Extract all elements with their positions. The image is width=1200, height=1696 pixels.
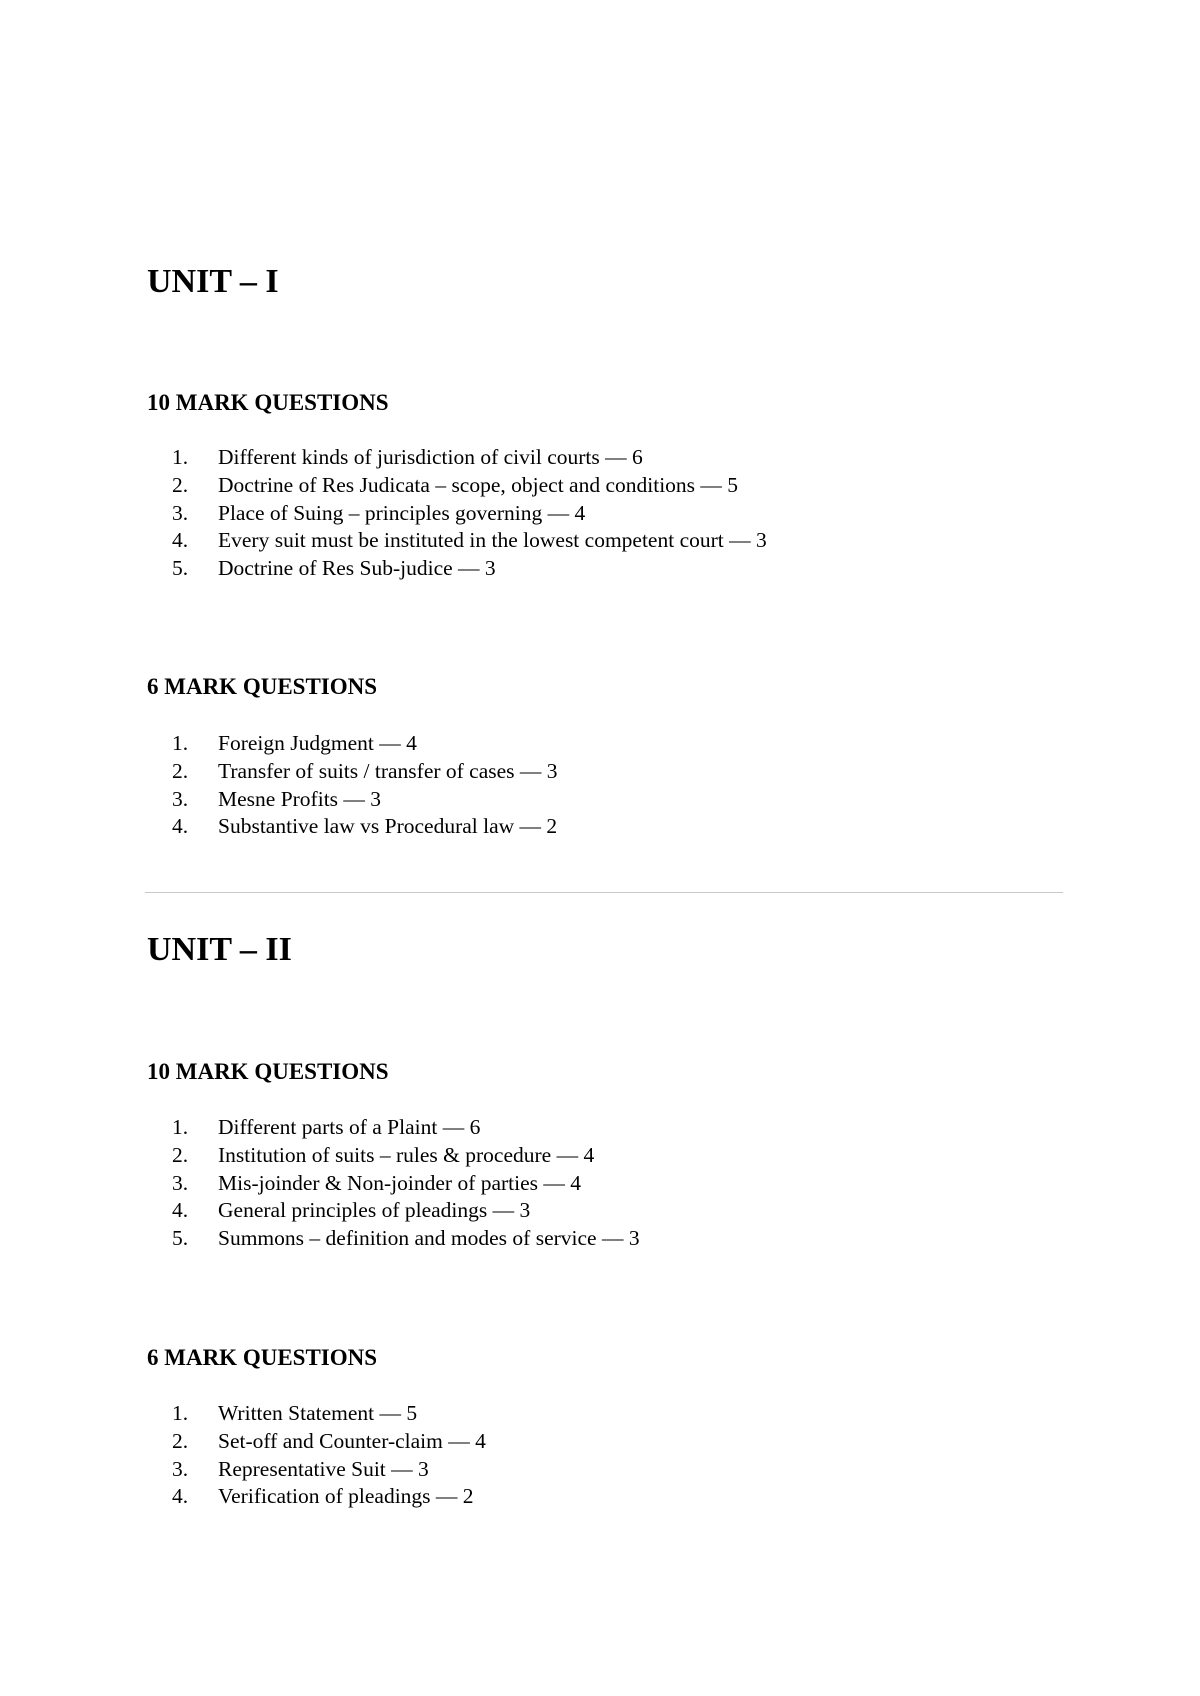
unit-2-title: UNIT – II	[147, 931, 292, 968]
question-text: Written Statement — 5	[218, 1401, 418, 1425]
item-number: 3.	[172, 1170, 189, 1195]
question-text: Transfer of suits / transfer of cases — 3	[218, 758, 558, 783]
item-number: 2.	[172, 1142, 189, 1167]
question-text: Different kinds of jurisdiction of civil courts — 6	[218, 445, 643, 469]
question-text: Mis-joinder & Non-joinder of parties — 4	[218, 1170, 582, 1195]
list-item	[0, 1483, 1100, 1511]
question-text: Set-off and Counter-claim — 4	[218, 1428, 486, 1453]
list-item	[0, 500, 1100, 528]
question-text: Substantive law vs Procedural law — 2	[218, 814, 558, 839]
unit-1-6-mark-list	[0, 730, 1100, 841]
unit-2-10-mark-list	[0, 1114, 1100, 1253]
unit-2-10-mark-heading: 10 MARK QUESTIONS	[147, 1059, 389, 1084]
list-item	[0, 444, 1100, 472]
question-text: Every suit must be instituted in the lowest competent court — 3	[218, 528, 767, 553]
list-item	[0, 1142, 1100, 1170]
list-item	[0, 1114, 1100, 1142]
item-number: 1.	[172, 1401, 189, 1425]
item-number: 4.	[172, 1484, 189, 1509]
item-number: 2.	[172, 472, 189, 497]
question-text: Representative Suit — 3	[218, 1456, 429, 1481]
list-item	[0, 1400, 1100, 1428]
question-text: Place of Suing – principles governing — 4	[218, 500, 586, 525]
unit-1-10-mark-list	[0, 444, 1100, 583]
question-text: Verification of pleadings — 2	[218, 1484, 474, 1509]
list-item	[0, 527, 1100, 555]
list-item	[0, 730, 1100, 758]
item-number: 3.	[172, 1456, 189, 1481]
list-item	[0, 1197, 1100, 1225]
item-number: 2.	[172, 1428, 189, 1453]
list-item	[0, 1428, 1100, 1456]
question-text: Different parts of a Plaint — 6	[218, 1115, 481, 1139]
list-item	[0, 786, 1100, 814]
section-divider	[145, 892, 1063, 893]
item-number: 5.	[172, 556, 189, 581]
list-item	[0, 1225, 1100, 1253]
list-item	[0, 1170, 1100, 1198]
question-text: Mesne Profits — 3	[218, 786, 382, 811]
item-number: 3.	[172, 500, 189, 525]
unit-1-title: UNIT – I	[147, 263, 279, 300]
list-item	[0, 1456, 1100, 1484]
item-number: 5.	[172, 1226, 189, 1251]
unit-2-6-mark-heading: 6 MARK QUESTIONS	[147, 1345, 378, 1370]
list-item	[0, 472, 1100, 500]
question-text: General principles of pleadings — 3	[218, 1198, 531, 1223]
question-text: Doctrine of Res Sub-judice — 3	[218, 556, 496, 581]
item-number: 3.	[172, 786, 189, 811]
question-text: Summons – definition and modes of service — 3	[218, 1226, 640, 1251]
unit-2-6-mark-list	[0, 1400, 1100, 1511]
item-number: 2.	[172, 758, 189, 783]
list-item	[0, 758, 1100, 786]
item-number: 4.	[172, 1198, 189, 1223]
unit-1-6-mark-heading: 6 MARK QUESTIONS	[147, 674, 378, 699]
item-number: 1.	[172, 1115, 189, 1139]
list-item	[0, 555, 1100, 583]
list-item	[0, 813, 1100, 841]
question-text: Doctrine of Res Judicata – scope, object and conditions — 5	[218, 472, 739, 497]
question-text: Institution of suits – rules & procedure — 4	[218, 1142, 595, 1167]
item-number: 4.	[172, 814, 189, 839]
item-number: 4.	[172, 528, 189, 553]
unit-1-10-mark-heading: 10 MARK QUESTIONS	[147, 390, 389, 415]
item-number: 1.	[172, 445, 189, 469]
question-text: Foreign Judgment — 4	[218, 731, 417, 755]
item-number: 1.	[172, 731, 189, 755]
